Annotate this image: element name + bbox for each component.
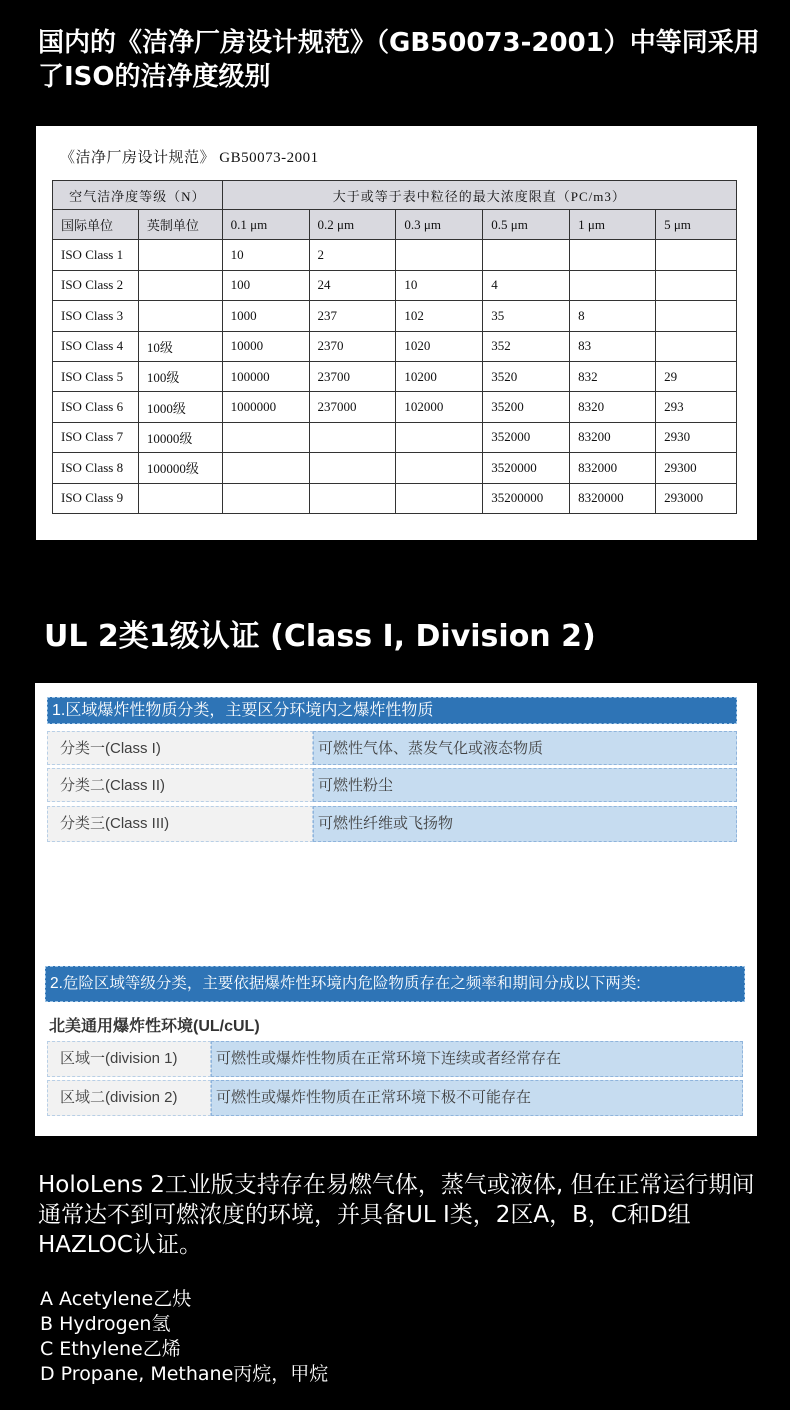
division-label: 区域二(division 2): [47, 1080, 211, 1116]
gas-group-item: D Propane, Methane丙烷，甲烷: [40, 1363, 329, 1385]
concentration-cell: 24: [309, 270, 396, 300]
header-size: 0.2 μm: [309, 210, 396, 240]
concentration-cell: 102000: [396, 392, 483, 422]
imperial-class-cell: [138, 240, 222, 270]
division-description: 可燃性或爆炸性物质在正常环境下连续或者经常存在: [211, 1041, 743, 1077]
header-size: 1 μm: [570, 210, 656, 240]
iso-class-cell: ISO Class 6: [53, 392, 139, 422]
imperial-class-cell: 100级: [138, 361, 222, 391]
header-size: 0.1 μm: [222, 210, 309, 240]
header-concentration-limit: 大于或等于表中粒径的最大浓度限直（PC/m3）: [222, 181, 736, 210]
concentration-cell: 832000: [570, 453, 656, 483]
iso-class-cell: ISO Class 4: [53, 331, 139, 361]
concentration-cell: 35200000: [483, 483, 570, 513]
concentration-cell: 35200: [483, 392, 570, 422]
imperial-class-cell: [138, 270, 222, 300]
concentration-cell: 23700: [309, 361, 396, 391]
header-size: 5 μm: [656, 210, 737, 240]
gas-group-item: C Ethylene乙烯: [40, 1338, 181, 1360]
imperial-class-cell: 100000级: [138, 453, 222, 483]
gas-group-item: A Acetylene乙炔: [40, 1288, 192, 1310]
concentration-cell: 4: [483, 270, 570, 300]
concentration-cell: 83200: [570, 422, 656, 452]
concentration-cell: 1020: [396, 331, 483, 361]
concentration-cell: [396, 453, 483, 483]
concentration-cell: [222, 483, 309, 513]
division-label: 区域一(division 1): [47, 1041, 211, 1077]
page-heading-ul: UL 2类1级认证 (Class I, Division 2): [44, 619, 596, 654]
table-row: [53, 392, 737, 422]
class-description: 可燃性粉尘: [313, 768, 737, 802]
class-label: 分类三(Class III): [47, 806, 313, 842]
concentration-cell: 29300: [656, 453, 737, 483]
concentration-cell: 237000: [309, 392, 396, 422]
concentration-cell: [222, 453, 309, 483]
concentration-cell: [309, 422, 396, 452]
concentration-cell: 2370: [309, 331, 396, 361]
concentration-cell: 352000: [483, 422, 570, 452]
table-row: [53, 240, 737, 270]
imperial-class-cell: 10级: [138, 331, 222, 361]
table-caption: 《洁净厂房设计规范》 GB50073-2001: [60, 150, 319, 166]
section-title-hazard-zones: 2.危险区域等级分类，主要依据爆炸性环境内危险物质存在之频率和期间分成以下两类:: [45, 966, 745, 1002]
concentration-cell: [396, 240, 483, 270]
table-row: [53, 270, 737, 300]
concentration-cell: 8320000: [570, 483, 656, 513]
concentration-cell: 29: [656, 361, 737, 391]
table-row: [53, 301, 737, 331]
concentration-cell: 83: [570, 331, 656, 361]
class-description: 可燃性纤维或飞扬物: [313, 806, 737, 842]
class-description: 可燃性气体、蒸发气化或液态物质: [313, 731, 737, 765]
concentration-cell: 35: [483, 301, 570, 331]
concentration-cell: 100000: [222, 361, 309, 391]
concentration-cell: [570, 270, 656, 300]
iso-class-cell: ISO Class 2: [53, 270, 139, 300]
iso-standard-panel: [36, 126, 757, 540]
section-title-hazard-materials: 1.区域爆炸性物质分类，主要区分环境内之爆炸性物质: [47, 697, 737, 724]
table-row: [53, 483, 737, 513]
concentration-cell: 237: [309, 301, 396, 331]
concentration-cell: [656, 240, 737, 270]
page-heading-iso: 国内的《洁净厂房设计规范》（GB50073-2001）中等同采用了ISO的洁净度级别: [38, 28, 760, 92]
iso-class-table: [52, 180, 737, 514]
iso-class-cell: ISO Class 5: [53, 361, 139, 391]
concentration-cell: 102: [396, 301, 483, 331]
concentration-cell: [656, 270, 737, 300]
iso-class-cell: ISO Class 3: [53, 301, 139, 331]
concentration-cell: 1000: [222, 301, 309, 331]
concentration-cell: 10: [396, 270, 483, 300]
gas-group-item: B Hydrogen氢: [40, 1313, 171, 1335]
concentration-cell: [396, 422, 483, 452]
concentration-cell: 8: [570, 301, 656, 331]
concentration-cell: [656, 331, 737, 361]
concentration-cell: [222, 422, 309, 452]
concentration-cell: [396, 483, 483, 513]
table-row: [53, 361, 737, 391]
north-america-subheading: 北美通用爆炸性环境(UL/cUL): [49, 1018, 260, 1035]
header-size: 0.3 μm: [396, 210, 483, 240]
concentration-cell: 10200: [396, 361, 483, 391]
concentration-cell: 293: [656, 392, 737, 422]
imperial-class-cell: 1000级: [138, 392, 222, 422]
concentration-cell: [483, 240, 570, 270]
concentration-cell: 10: [222, 240, 309, 270]
class-label: 分类二(Class II): [47, 768, 313, 802]
header-imperial-unit: 英制单位: [138, 210, 222, 240]
table-row: [53, 422, 737, 452]
concentration-cell: 10000: [222, 331, 309, 361]
table-row: [53, 453, 737, 483]
concentration-cell: 293000: [656, 483, 737, 513]
iso-class-cell: ISO Class 9: [53, 483, 139, 513]
concentration-cell: 832: [570, 361, 656, 391]
imperial-class-cell: [138, 483, 222, 513]
concentration-cell: 8320: [570, 392, 656, 422]
division-description: 可燃性或爆炸性物质在正常环境下极不可能存在: [211, 1080, 743, 1116]
iso-class-cell: ISO Class 8: [53, 453, 139, 483]
gas-group-list: [40, 1287, 328, 1387]
concentration-cell: 100: [222, 270, 309, 300]
concentration-cell: [656, 301, 737, 331]
header-intl-unit: 国际单位: [53, 210, 139, 240]
header-size: 0.5 μm: [483, 210, 570, 240]
concentration-cell: 2: [309, 240, 396, 270]
concentration-cell: 2930: [656, 422, 737, 452]
concentration-cell: 352: [483, 331, 570, 361]
imperial-class-cell: 10000级: [138, 422, 222, 452]
hololens-certification-paragraph: HoloLens 2工业版支持存在易燃气体，蒸气或液体, 但在正常运行期间通常达不到可燃浓度的环境，并具备UL I类，2区A，B，C和D组HAZLOC认证。: [38, 1172, 755, 1258]
ul-classification-panel: [35, 683, 757, 1136]
imperial-class-cell: [138, 301, 222, 331]
concentration-cell: [309, 453, 396, 483]
iso-class-cell: ISO Class 7: [53, 422, 139, 452]
iso-class-cell: ISO Class 1: [53, 240, 139, 270]
concentration-cell: 1000000: [222, 392, 309, 422]
concentration-cell: 3520000: [483, 453, 570, 483]
concentration-cell: 3520: [483, 361, 570, 391]
concentration-cell: [309, 483, 396, 513]
header-class-level: 空气洁净度等级（N）: [53, 181, 223, 210]
table-row: [53, 331, 737, 361]
concentration-cell: [570, 240, 656, 270]
class-label: 分类一(Class I): [47, 731, 313, 765]
